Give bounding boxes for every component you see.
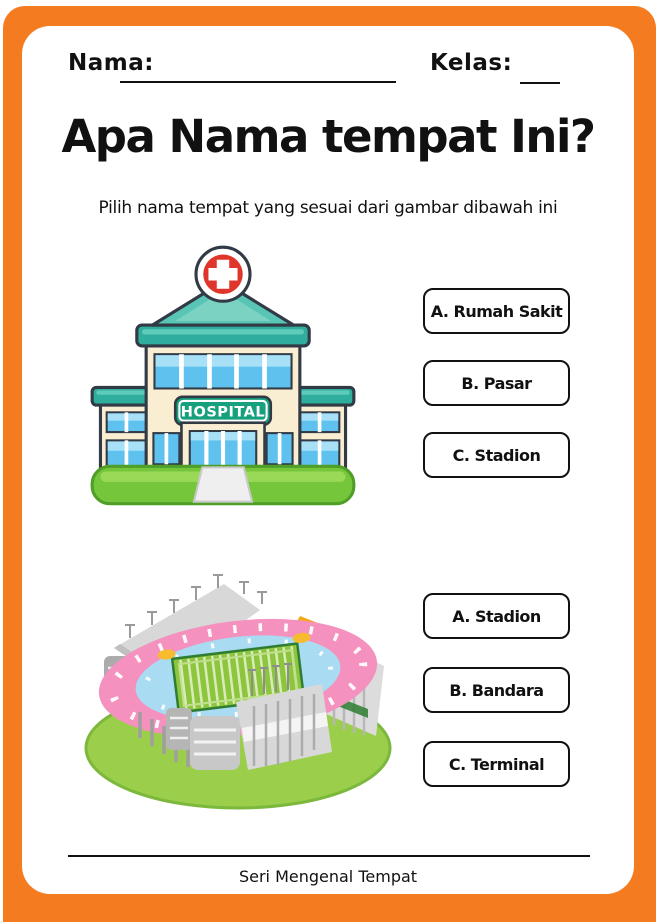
q2-option-b[interactable]: B. Bandara (423, 667, 570, 713)
page-title: Apa Nama tempat Ini? (61, 110, 595, 163)
hospital-illustration (88, 244, 358, 508)
q2-option-a[interactable]: A. Stadion (423, 593, 570, 639)
q1-option-c[interactable]: C. Stadion (423, 432, 570, 478)
question-1-options (423, 288, 570, 478)
worksheet-panel (22, 26, 634, 894)
hospital-sign-text: HOSPITAL (180, 404, 266, 421)
q2-option-c[interactable]: C. Terminal (423, 741, 570, 787)
red-cross-icon (196, 247, 250, 301)
name-underline[interactable] (120, 81, 396, 83)
class-underline[interactable] (520, 82, 560, 84)
q1-option-a[interactable]: A. Rumah Sakit (423, 288, 570, 334)
question-2-options (423, 593, 570, 787)
stadium-illustration (78, 566, 398, 816)
footer-series-title: Seri Mengenal Tempat (238, 867, 418, 886)
footer-divider (68, 855, 590, 857)
name-label: Nama: (68, 50, 154, 76)
class-label: Kelas: (430, 50, 513, 76)
q1-option-b[interactable]: B. Pasar (423, 360, 570, 406)
page-subtitle: Pilih nama tempat yang sesuai dari gambar dibawah ini (98, 198, 558, 218)
